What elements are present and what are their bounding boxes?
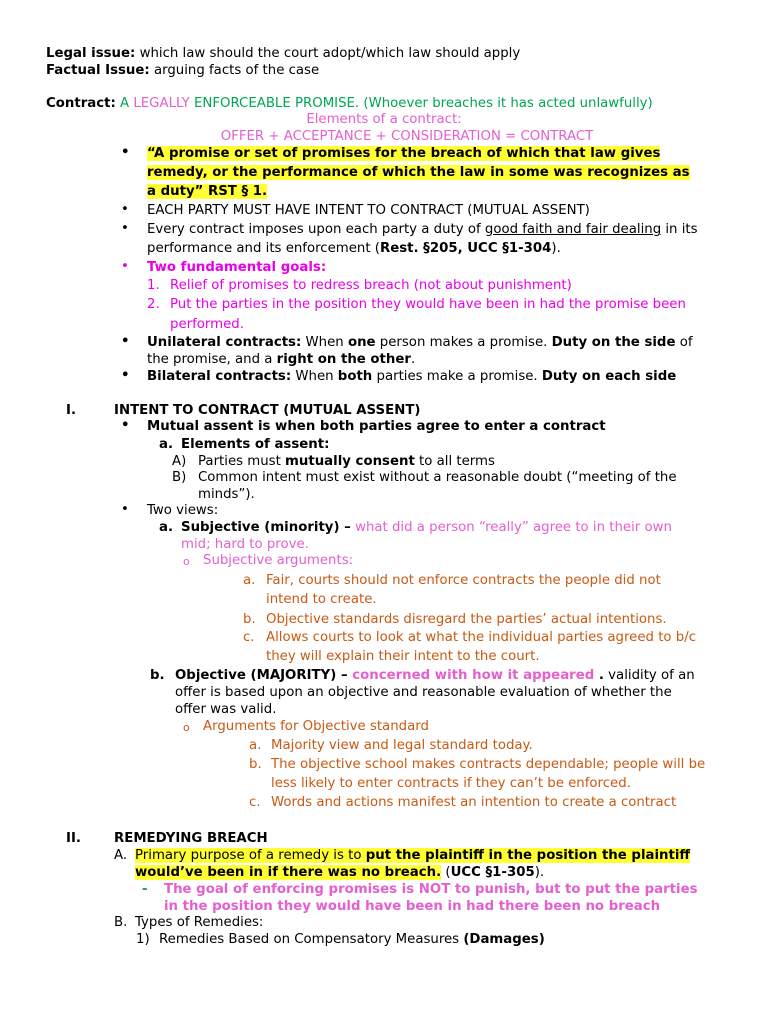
elements-assent-number: a. bbox=[159, 437, 174, 452]
section-1-number: I. bbox=[66, 403, 76, 418]
unilateral-period: . bbox=[410, 352, 416, 367]
subjective-line-2: mid; hard to prove. bbox=[181, 537, 309, 552]
good-faith-close: ). bbox=[551, 241, 561, 256]
bullet-icon: • bbox=[121, 334, 130, 349]
subj-arg-c-number: c. bbox=[243, 630, 255, 645]
goal-1-number: 1. bbox=[147, 278, 160, 293]
objective-dot: . bbox=[594, 668, 604, 683]
unilateral-line-1 bbox=[147, 334, 693, 352]
remedy-a-close: ). bbox=[534, 865, 545, 880]
unilateral-text-2: person makes a promise. bbox=[375, 335, 552, 350]
bilateral-text-2: parties make a promise. bbox=[372, 369, 542, 384]
obj-arg-a-1: Majority view and legal standard today. bbox=[271, 738, 533, 753]
good-faith-line-1 bbox=[147, 221, 698, 239]
good-faith-underlined: good faith and fair dealing bbox=[484, 222, 662, 237]
legal-issue-text: which law should the court adopt/which law should apply bbox=[135, 46, 521, 61]
remedy-b-text: Types of Remedies: bbox=[135, 915, 264, 930]
unilateral-of: of bbox=[675, 335, 693, 350]
elements-assent-title: Elements of assent: bbox=[181, 437, 330, 452]
legal-issue-line bbox=[46, 45, 520, 63]
assent-a-text-2: to all terms bbox=[414, 454, 495, 469]
bilateral-text: When bbox=[291, 369, 338, 384]
obj-arg-b-1: The objective school makes contracts dependable; people will be bbox=[271, 757, 706, 772]
subjective-number: a. bbox=[159, 520, 174, 535]
goal-1-text: Relief of promises to redress breach (not about punishment) bbox=[170, 278, 572, 293]
good-faith-citation: Rest. §205, UCC §1-304 bbox=[379, 241, 552, 256]
bilateral-both: both bbox=[337, 369, 373, 384]
objective-text: validity of an bbox=[603, 668, 695, 683]
factual-issue-label: Factual Issue: bbox=[46, 63, 150, 78]
mutual-assent-definition: Mutual assent is when both parties agree to enter a contract bbox=[147, 419, 606, 434]
bullet-icon: • bbox=[121, 502, 129, 517]
objective-pink: concerned with how it appeared bbox=[347, 668, 595, 683]
bullet-icon: • bbox=[121, 221, 129, 236]
subjective-label: Subjective (minority) – bbox=[181, 520, 351, 535]
remedy-b-number: B. bbox=[114, 915, 128, 930]
contract-definition: ENFORCEABLE PROMISE. (Whoever breaches it has acted unlawfully) bbox=[189, 96, 653, 111]
assent-a-number: A) bbox=[172, 454, 187, 469]
subjective-line-1 bbox=[181, 519, 672, 537]
assent-b-number: B) bbox=[172, 470, 187, 485]
objective-line-3: offer was valid. bbox=[175, 702, 277, 717]
bilateral-label: Bilateral contracts: bbox=[147, 369, 292, 384]
obj-arg-a-number: a. bbox=[249, 738, 262, 753]
remedy-goal-2: in the position they would have been in had there been no breach bbox=[164, 899, 661, 914]
remedy-a-bold-1: put the plaintiff in the position the plaintiff bbox=[365, 848, 691, 863]
assent-a-bold: mutually consent bbox=[285, 454, 415, 469]
intent-bullet: EACH PARTY MUST HAVE INTENT TO CONTRACT (MUTUAL ASSENT) bbox=[147, 203, 590, 218]
subj-arg-b-1: Objective standards disregard the parties’ actual intentions. bbox=[266, 612, 667, 627]
unilateral-label: Unilateral contracts: bbox=[147, 335, 302, 350]
bullet-icon: • bbox=[121, 259, 129, 274]
section-2-title: REMEDYING BREACH bbox=[114, 831, 268, 846]
objective-line-1 bbox=[175, 667, 695, 685]
subj-arg-b-number: b. bbox=[243, 612, 256, 627]
unilateral-duty: Duty on the side bbox=[551, 335, 676, 350]
subjective-text: what did a person “really” agree to in their own bbox=[350, 520, 672, 535]
obj-arg-c-1: Words and actions manifest an intention to create a contract bbox=[271, 795, 677, 810]
legal-issue-label: Legal issue: bbox=[46, 46, 136, 61]
rst-quote-text-1: “A promise or set of promises for the breach of which that law gives bbox=[147, 146, 661, 161]
unilateral-text-3: the promise, and a bbox=[147, 352, 277, 367]
two-views: Two views: bbox=[147, 503, 219, 518]
bullet-icon: • bbox=[121, 368, 130, 383]
subj-arg-c-2: they will explain their intent to the court. bbox=[266, 649, 540, 664]
elements-formula: OFFER + ACCEPTANCE + CONSIDERATION = CONTRACT bbox=[220, 129, 594, 144]
unilateral-text: When bbox=[301, 335, 348, 350]
remedy-1-bold: (Damages) bbox=[463, 932, 545, 947]
contract-label: Contract: bbox=[46, 96, 116, 111]
good-faith-text-2: performance and its enforcement ( bbox=[147, 241, 380, 256]
remedy-a-text: Primary purpose of a remedy is to bbox=[135, 848, 366, 863]
factual-issue-text: arguing facts of the case bbox=[149, 63, 320, 78]
objective-number: b. bbox=[150, 668, 165, 683]
remedy-a-paren: ( bbox=[441, 865, 451, 880]
remedy-a-bold-2: would’ve been in if there was no breach. bbox=[135, 865, 442, 880]
goal-2-text-1: Put the parties in the position they would have been in had the promise been bbox=[170, 297, 686, 312]
dash-bullet-icon: - bbox=[142, 882, 148, 897]
assent-a-text-1: Parties must bbox=[198, 454, 286, 469]
remedy-a-number: A. bbox=[114, 848, 128, 863]
unilateral-one: one bbox=[347, 335, 376, 350]
subj-arg-c-1: Allows courts to look at what the individual parties agreed to b/c bbox=[266, 630, 697, 645]
assent-b-text-1: Common intent must exist without a reasonable doubt (“meeting of the bbox=[198, 470, 677, 485]
remedy-1-number: 1) bbox=[136, 932, 150, 947]
bullet-icon: • bbox=[121, 145, 130, 160]
subjective-arguments: Subjective arguments: bbox=[203, 553, 354, 568]
objective-arguments: Arguments for Objective standard bbox=[203, 719, 429, 734]
circle-bullet-icon: o bbox=[183, 555, 190, 568]
subj-arg-a-number: a. bbox=[243, 573, 256, 588]
unilateral-right: right on the other bbox=[276, 352, 411, 367]
rst-quote-text-2: remedy, or the performance of which the law in some was recognizes as bbox=[147, 165, 690, 180]
section-2-number: II. bbox=[66, 831, 81, 846]
goal-2-text-2: performed. bbox=[170, 317, 244, 332]
objective-label: Objective (MAJORITY) – bbox=[175, 668, 348, 683]
assent-b-text-2: minds”). bbox=[198, 487, 255, 502]
remedy-1-line bbox=[159, 931, 545, 949]
remedy-goal-1: The goal of enforcing promises is NOT to punish, but to put the parties bbox=[164, 882, 698, 897]
remedy-1-text: Remedies Based on Compensatory Measures bbox=[159, 932, 464, 947]
contract-legally: LEGALLY bbox=[133, 96, 190, 111]
remedy-a-line-2 bbox=[135, 864, 544, 882]
rst-quote-line-3 bbox=[147, 183, 267, 201]
obj-arg-b-2: less likely to enter contracts if they can’t be enforced. bbox=[271, 776, 631, 791]
bullet-icon: • bbox=[121, 202, 129, 217]
rst-quote-line-2 bbox=[147, 164, 690, 182]
subj-arg-a-1: Fair, courts should not enforce contracts the people did not bbox=[266, 573, 661, 588]
section-1-title: INTENT TO CONTRACT (MUTUAL ASSENT) bbox=[114, 403, 421, 418]
bilateral-line bbox=[147, 368, 676, 386]
unilateral-line-2 bbox=[147, 351, 415, 369]
factual-issue-line bbox=[46, 62, 319, 80]
bilateral-duty: Duty on each side bbox=[541, 369, 677, 384]
contract-a: A bbox=[115, 96, 134, 111]
remedy-a-line-1 bbox=[135, 847, 690, 865]
bullet-icon: • bbox=[121, 418, 130, 433]
good-faith-text-end: in its bbox=[661, 222, 698, 237]
goal-2-number: 2. bbox=[147, 297, 160, 312]
subj-arg-a-2: intend to create. bbox=[266, 592, 377, 607]
objective-line-2: offer is based upon an objective and reasonable evaluation of whether the bbox=[175, 685, 672, 700]
rst-quote-text-3: a duty” RST § 1. bbox=[147, 184, 268, 199]
obj-arg-c-number: c. bbox=[249, 795, 261, 810]
elements-title: Elements of a contract: bbox=[306, 112, 462, 127]
good-faith-text: Every contract imposes upon each party a duty of bbox=[147, 222, 485, 237]
circle-bullet-icon: o bbox=[183, 721, 190, 734]
two-goals-heading: Two fundamental goals: bbox=[147, 260, 327, 275]
obj-arg-b-number: b. bbox=[249, 757, 262, 772]
remedy-a-ucc: UCC §1-305 bbox=[450, 865, 535, 880]
good-faith-line-2 bbox=[147, 240, 561, 258]
rst-quote-line-1 bbox=[147, 145, 660, 163]
